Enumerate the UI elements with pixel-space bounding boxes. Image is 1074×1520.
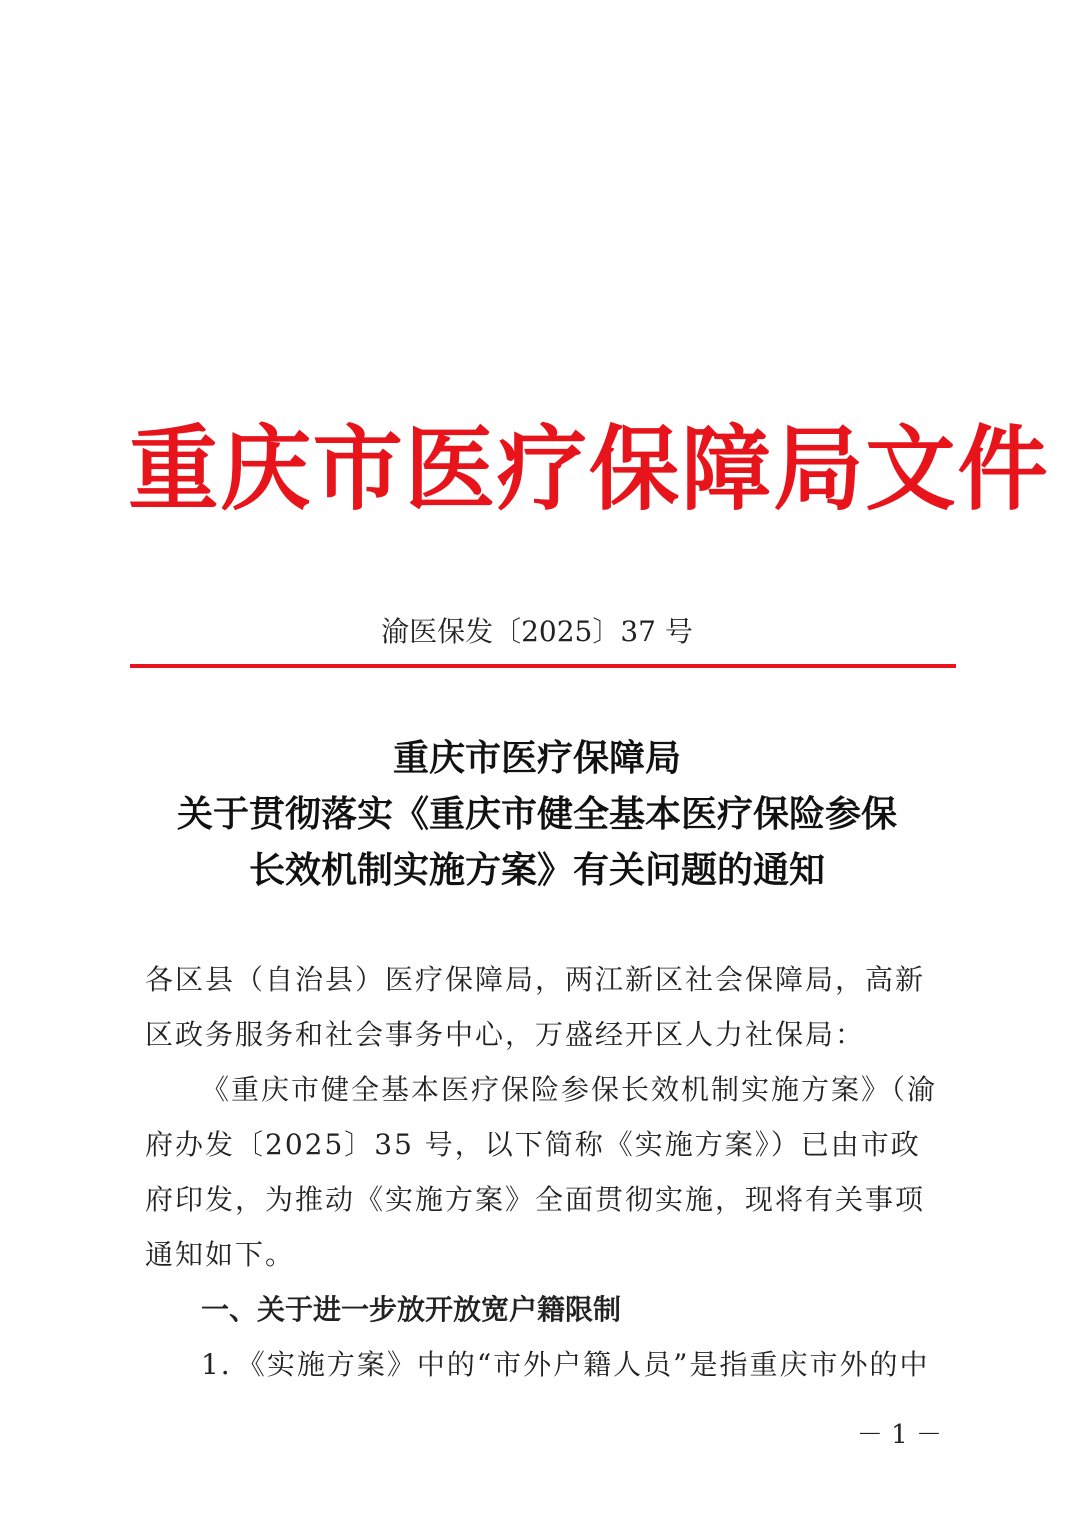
addressee-paragraph: 各区县（自治县）医疗保障局，两江新区社会保障局，高新区政务服务和社会事务中心，万盛经开区人力社保局： [145, 963, 926, 1051]
intro-paragraph: 《重庆市健全基本医疗保险参保长效机制实施方案》（渝府办发〔2025〕35 号，以下简称《实施方案》）已由市政府印发，为推动《实施方案》全面贯彻实施，现将有关事项通知如下。 [145, 1073, 938, 1271]
red-divider-line [130, 664, 956, 668]
page-number: － 1 － [856, 1420, 942, 1450]
document-title [100, 730, 974, 898]
document-body [145, 952, 945, 1392]
document-number: 渝医保发〔2025〕37 号 [381, 615, 693, 648]
title-line-2: 关于贯彻落实《重庆市健全基本医疗保险参保 [176, 793, 897, 835]
title-line-1: 重庆市医疗保障局 [392, 737, 681, 779]
item-1-paragraph: 1．《实施方案》中的“市外户籍人员”是指重庆市外的中 [201, 1348, 930, 1381]
section-heading-1: 一、关于进一步放开放宽户籍限制 [201, 1293, 622, 1326]
masthead-title: 重庆市医疗保障局文件 [128, 416, 1050, 523]
title-line-3: 长效机制实施方案》有关问题的通知 [248, 849, 825, 891]
